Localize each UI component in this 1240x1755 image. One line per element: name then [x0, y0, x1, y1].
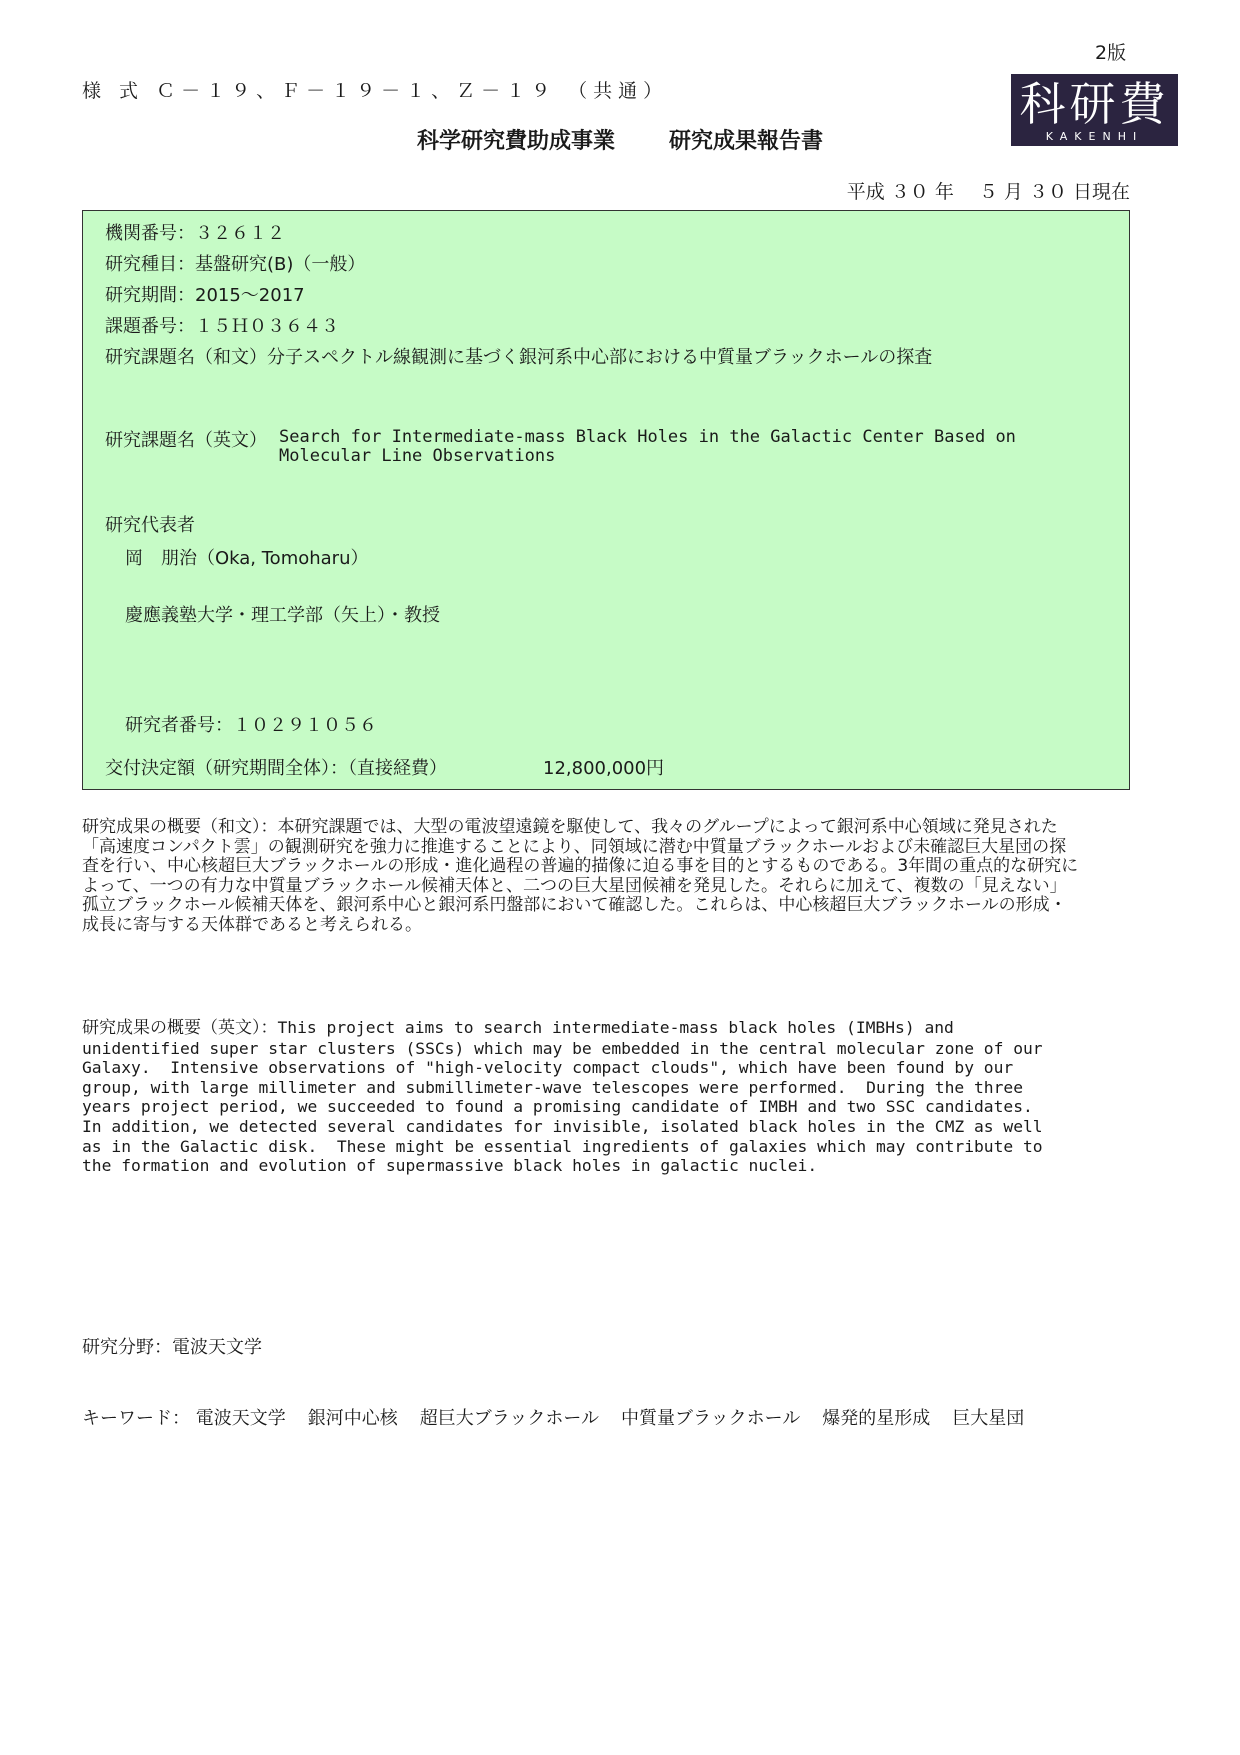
logo-roman: KAKENHI — [1045, 130, 1144, 143]
summary-en-line4: group, with large millimeter and submillimeter-wave telescopes were performed. During the three — [82, 1077, 1024, 1097]
document-title — [0, 124, 1240, 155]
institution-row — [105, 219, 285, 245]
keywords — [82, 1404, 1046, 1430]
representative-label: 研究代表者 — [105, 515, 195, 536]
researcher-number-row — [125, 711, 377, 737]
keyword-item: 中質量ブラックホール — [621, 1408, 801, 1429]
period-value: 2015～2017 — [195, 285, 305, 306]
research-field-value: 電波天文学 — [172, 1337, 262, 1358]
project-info-box — [82, 210, 1130, 790]
title-ja-row — [105, 343, 932, 369]
summary-en — [82, 1018, 1082, 1176]
category-row — [105, 250, 365, 276]
research-field — [82, 1333, 262, 1359]
summary-en-line3: Galaxy. Intensive observations of "high-velocity compact clouds", which have been found by our — [82, 1058, 1014, 1078]
researcher-number-label: 研究者番号： — [125, 715, 233, 736]
summary-en-line1: This project aims to search intermediate-mass black holes (IMBHs) and — [277, 1018, 954, 1037]
title-part1: 科学研究費助成事業 — [416, 129, 615, 154]
summary-en-line5: years project period, we succeeded to found a promising candidate of IMBH and two SSC candidates. — [82, 1097, 1033, 1117]
period-label: 研究期間： — [105, 285, 195, 306]
summary-en-line2: unidentified super star clusters (SSCs) which may be embedded in the central molecular zone of our — [82, 1038, 1043, 1058]
title-ja-label: 研究課題名（和文） — [105, 347, 267, 368]
institution-label: 機関番号： — [105, 223, 195, 244]
summary-en-line6: In addition, we detected several candidates for invisible, isolated black holes in the CMZ as well — [82, 1116, 1043, 1136]
version-label: 2版 — [1095, 42, 1127, 64]
category-label: 研究種目： — [105, 254, 195, 275]
summary-en-line8: the formation and evolution of supermassive black holes in galactic nuclei. — [82, 1156, 818, 1176]
summary-en-line7: as in the Galactic disk. These might be essential ingredients of galaxies which may contribute to — [82, 1136, 1043, 1156]
title-en-line1: Search for Intermediate-mass Black Holes in the Galactic Center Based on — [279, 427, 1016, 447]
representative-name: 岡 朋治（Oka, Tomoharu） — [125, 548, 369, 569]
title-en-line2: Molecular Line Observations — [279, 446, 556, 466]
summary-ja-label: 研究成果の概要（和文）： — [82, 817, 278, 837]
affiliation: 慶應義塾大学・理工学部（矢上）・教授 — [125, 605, 440, 626]
title-en-label: 研究課題名（英文） — [105, 430, 267, 451]
summary-en-label: 研究成果の概要（英文）： — [82, 1018, 278, 1038]
summary-ja-text: 本研究課題では、大型の電波望遠鏡を駆使して、我々のグループによって銀河系中心領域に発見された「高速度コンパクト雲」の観測研究を強力に推進することにより、同領域に潜む中質量ブラックホールおよび未確認巨大星団の探査を行い、中心核超巨大ブラックホールの形成・進化過程の普遍的描像に迫る事を目的とするものである。3年間の重点的な研究によって、一つの有力な中質量ブラックホール候補天体と、二つの巨大星団候補を発見した。それらに加えて、複数の「見えない」孤立ブラックホール候補天体を、銀河系中心と銀河系円盤部において確認した。これらは、中心核超巨大ブラックホールの形成・成長に寄与する天体群であると考えられる。 — [82, 817, 1079, 935]
period-row — [105, 281, 305, 307]
title-part2: 研究成果報告書 — [669, 129, 824, 154]
category-value: 基盤研究(B)（一般） — [195, 254, 366, 275]
keyword-item: 超巨大ブラックホール — [419, 1408, 600, 1429]
project-number-row — [105, 312, 339, 338]
researcher-number-value: １０２９１０５６ — [233, 715, 377, 736]
keywords-label: キーワード： — [82, 1408, 190, 1429]
keyword-item: 電波天文学 — [195, 1408, 286, 1429]
report-date: 平成 ３０ 年 ５ 月 ３０ 日現在 — [846, 181, 1130, 203]
title-ja-value: 分子スペクトル線観測に基づく銀河系中心部における中質量ブラックホールの探査 — [267, 347, 933, 368]
grant-label: 交付決定額（研究期間全体）：（直接経費） — [105, 758, 447, 779]
grant-amount: 12,800,000円 — [543, 758, 665, 779]
keyword-item: 爆発的星形成 — [822, 1408, 931, 1429]
form-code: 様 式 Ｃ－１９、Ｆ－１９－１、Ｚ－１９ （共通） — [82, 80, 669, 102]
institution-number: ３２６１２ — [195, 223, 285, 244]
logo-kanji: 科研費 — [1019, 77, 1170, 131]
project-number-label: 課題番号： — [105, 316, 195, 337]
keyword-item: 銀河中心核 — [307, 1408, 398, 1429]
summary-ja — [82, 818, 1082, 936]
research-field-label: 研究分野： — [82, 1337, 172, 1358]
project-number-value: １５Ｈ０３６４３ — [195, 316, 339, 337]
keyword-item: 巨大星団 — [952, 1408, 1025, 1429]
